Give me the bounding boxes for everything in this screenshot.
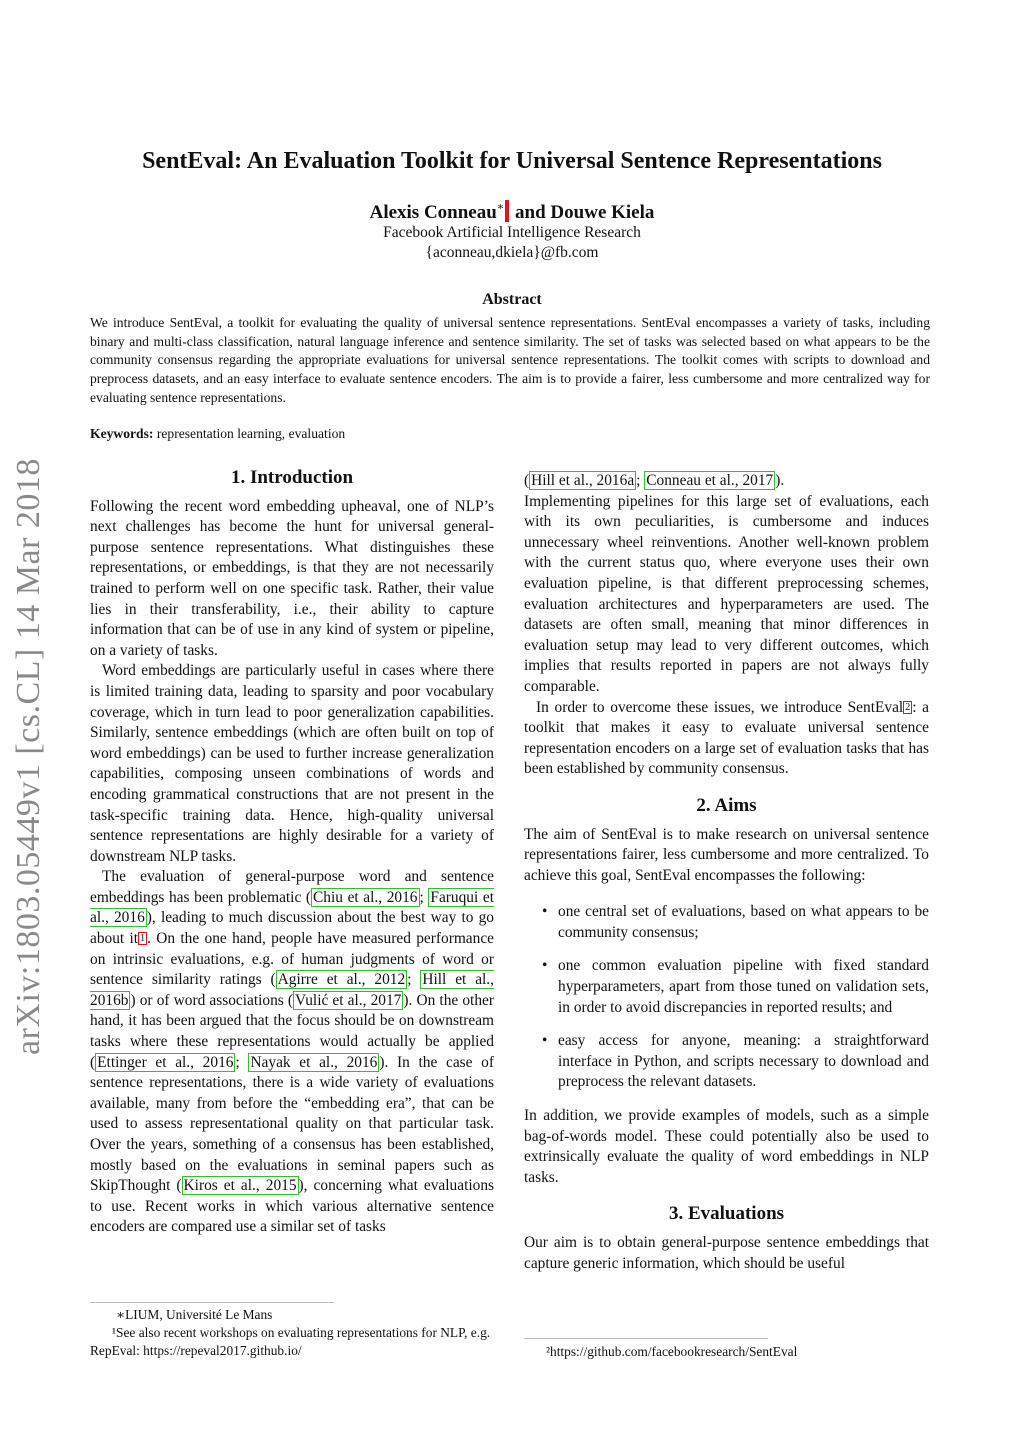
text-run: ). In the case of sentence representations, there is a wide variety of evaluations available, many from before the “embedding era”, that can be used to assess representational quality on that particular task. Over the years, something of a consensus has been established, mostly based on the evaluations in seminal papers such as SkipThought ( xyxy=(90,1053,495,1195)
list-item: • easy access for anyone, meaning: a straightforward interface in Python, and scripts necessary to download and preprocess the relevant datasets. xyxy=(558,1031,929,1093)
abstract-text: We introduce SentEval, a toolkit for evaluating the quality of universal sentence representations. SentEval encompasses a variety of tasks, including binary and multi-class classification, natural language inference and sentence similarity. The set of tasks was selected based on what appears to be the community consensus regarding the appropriate evaluations for universal sentence representations. The toolkit comes with scripts to download and preprocess datasets, and an easy interface to evaluate sentence encoders. The aim is to provide a fairer, less cumbersome and more centralized way for evaluating sentence representations. xyxy=(90,315,930,405)
affiliation: Facebook Artificial Intelligence Research xyxy=(383,224,641,241)
section-heading-aims: 2. Aims xyxy=(696,794,757,816)
footnote-link-box[interactable] xyxy=(505,200,509,222)
author-conneau: Alexis Conneau xyxy=(369,202,497,223)
footnote-2: ²https://github.com/facebookresearch/SentEval xyxy=(546,1344,798,1359)
section-heading-introduction: 1. Introduction xyxy=(230,467,354,488)
text-run: ), leading to much discussion about the best way to go about it xyxy=(90,909,494,948)
citation-link[interactable]: Conneau et al., 2017 xyxy=(646,472,774,489)
text-run: ; xyxy=(636,472,645,489)
right-column xyxy=(524,471,929,1274)
intro-paragraph-4: Implementing pipelines for this large set of evaluations, each with its own peculiarities, is cumbersome and induces unnecessary wheel reinventions. Another well-known problem with the current status quo, where everyone uses their own evaluation pipeline, is that different preprocessing schemes, evaluation architectures and hyperparameters are used. The datasets are often small, meaning that minor differences in evaluation setup may lead to very different outcomes, which implies that results reported in papers are not always fully comparable. xyxy=(524,492,929,695)
intro-paragraph-5 xyxy=(524,698,929,780)
aims-bullet-list xyxy=(524,902,929,1093)
text-run: ; xyxy=(419,888,429,906)
footnote-1: ¹See also recent workshops on evaluating representations for NLP, e.g. RepEval: https://repeval2017.github.io/ xyxy=(90,1325,491,1358)
author-footnote-mark[interactable]: ∗ xyxy=(496,201,505,213)
intro-paragraph-3 xyxy=(90,867,494,1238)
author-kiela: and Douwe Kiela xyxy=(515,202,655,223)
footnote-divider xyxy=(90,1302,334,1303)
keywords-label: Keywords: xyxy=(90,426,154,441)
keywords xyxy=(90,426,345,442)
citation-link[interactable]: Nayak et al., 2016 xyxy=(250,1053,378,1071)
intro-paragraph-1: Following the recent word embedding upheaval, one of NLP’s next challenges has become the hunt for universal general-purpose sentence representations. What distinguishes these representations, or embeddings, is that they are not necessarily trained to perform well on one specific task. Rather, their value lies in their transferability, i.e., their ability to capture information that can be of use in any kind of system or pipeline, on a variety of tasks. xyxy=(90,497,494,659)
citation-link[interactable]: Hill et al., 2016b xyxy=(90,971,494,1009)
text-run: ). xyxy=(775,472,785,489)
authors xyxy=(0,200,1024,224)
abstract-heading: Abstract xyxy=(482,291,542,308)
text-run: In order to overcome these issues, we introduce SentEval xyxy=(536,698,904,716)
citation-link[interactable]: Vulić et al., 2017 xyxy=(295,991,402,1009)
aims-paragraph-2: In addition, we provide examples of models, such as a simple bag-of-words model. These could potentially also be used to extrinsically evaluate the quality of word embeddings in NLP tasks. xyxy=(524,1107,929,1186)
arxiv-stamp: arXiv:1803.05449v1 [cs.CL] 14 Mar 2018 xyxy=(10,458,47,1055)
text-run: ; xyxy=(407,971,421,989)
footnote-star: ∗LIUM, Université Le Mans xyxy=(116,1307,273,1322)
aims-paragraph: The aim of SentEval is to make research on universal sentence representations fairer, less cumbersome and more centralized. To achieve this goal, SentEval encompasses the following: xyxy=(524,825,929,884)
keywords-value: representation learning, evaluation xyxy=(156,426,346,441)
citation-link[interactable]: Kiros et al., 2015 xyxy=(183,1177,297,1195)
footnote-divider xyxy=(524,1338,768,1339)
text-run: ; xyxy=(235,1053,249,1071)
citation-link[interactable]: Ettinger et al., 2016 xyxy=(97,1053,234,1071)
footnote-link[interactable]: 1 xyxy=(140,933,146,945)
author-email: {aconneau,dkiela}@fb.com xyxy=(425,244,599,261)
text-run: ) or of word associations ( xyxy=(130,991,294,1009)
text-run: ), concerning what evaluations to use. Recent works in which various alternative sentence encoders are compared use a similar set of tasks xyxy=(90,1177,494,1236)
citation-link[interactable]: Chiu et al., 2016 xyxy=(313,888,418,906)
text-run: ). On the other hand, it has been argued that the focus should be on downstream tasks where these representations would actually be applied ( xyxy=(90,991,494,1071)
left-column xyxy=(90,468,494,1238)
intro-continuation: ( Hill et al., 2016a ; Conneau et al., 2017 ). xyxy=(524,472,785,489)
intro-paragraph-2: Word embeddings are particularly useful in cases where there is limited training data, leading to sparsity and poor vocabulary coverage, which in turn lead to poor generalization capabilities. Similarly, sentence embeddings (which are often built on top of word embeddings) can be used to further increase generalization capabilities, composing unseen combinations of words and encoding grammatical constructions that are not present in the task-specific training data. Hence, high-quality universal sentence representations are highly desirable for a variety of downstream NLP tasks. xyxy=(90,662,494,865)
text-run: : a toolkit that makes it easy to evaluate universal sentence representation encoders on a large set of evaluation tasks that has been established by community consensus. xyxy=(524,698,929,778)
citation-link[interactable]: Hill et al., 2016a xyxy=(531,472,635,489)
paper-title: SentEval: An Evaluation Toolkit for Universal Sentence Representations xyxy=(142,148,882,174)
citation-link[interactable]: Agirre et al., 2012 xyxy=(277,971,406,989)
evaluations-paragraph: Our aim is to obtain general-purpose sentence embeddings that capture generic information, which should be useful xyxy=(524,1234,929,1272)
text-run: The evaluation of general-purpose word and sentence embeddings has been problematic ( xyxy=(90,868,494,906)
text-run: . On the one hand, people have measured performance on intrinsic evaluations, e.g. of human judgments of word or sentence similarity ratings ( xyxy=(90,930,494,989)
footnote-link[interactable]: 2 xyxy=(905,701,911,713)
list-item: • one common evaluation pipeline with fixed standard hyperparameters, apart from those tuned on validation sets, in order to avoid discrepancies in reported results; and xyxy=(558,956,929,1018)
citation-link[interactable]: Faruqui et al., 2016 xyxy=(90,888,494,927)
section-heading-evaluations: 3. Evaluations xyxy=(668,1203,785,1225)
list-item: • one central set of evaluations, based on what appears to be community consensus; xyxy=(558,902,929,943)
left-footnotes xyxy=(90,1306,494,1360)
